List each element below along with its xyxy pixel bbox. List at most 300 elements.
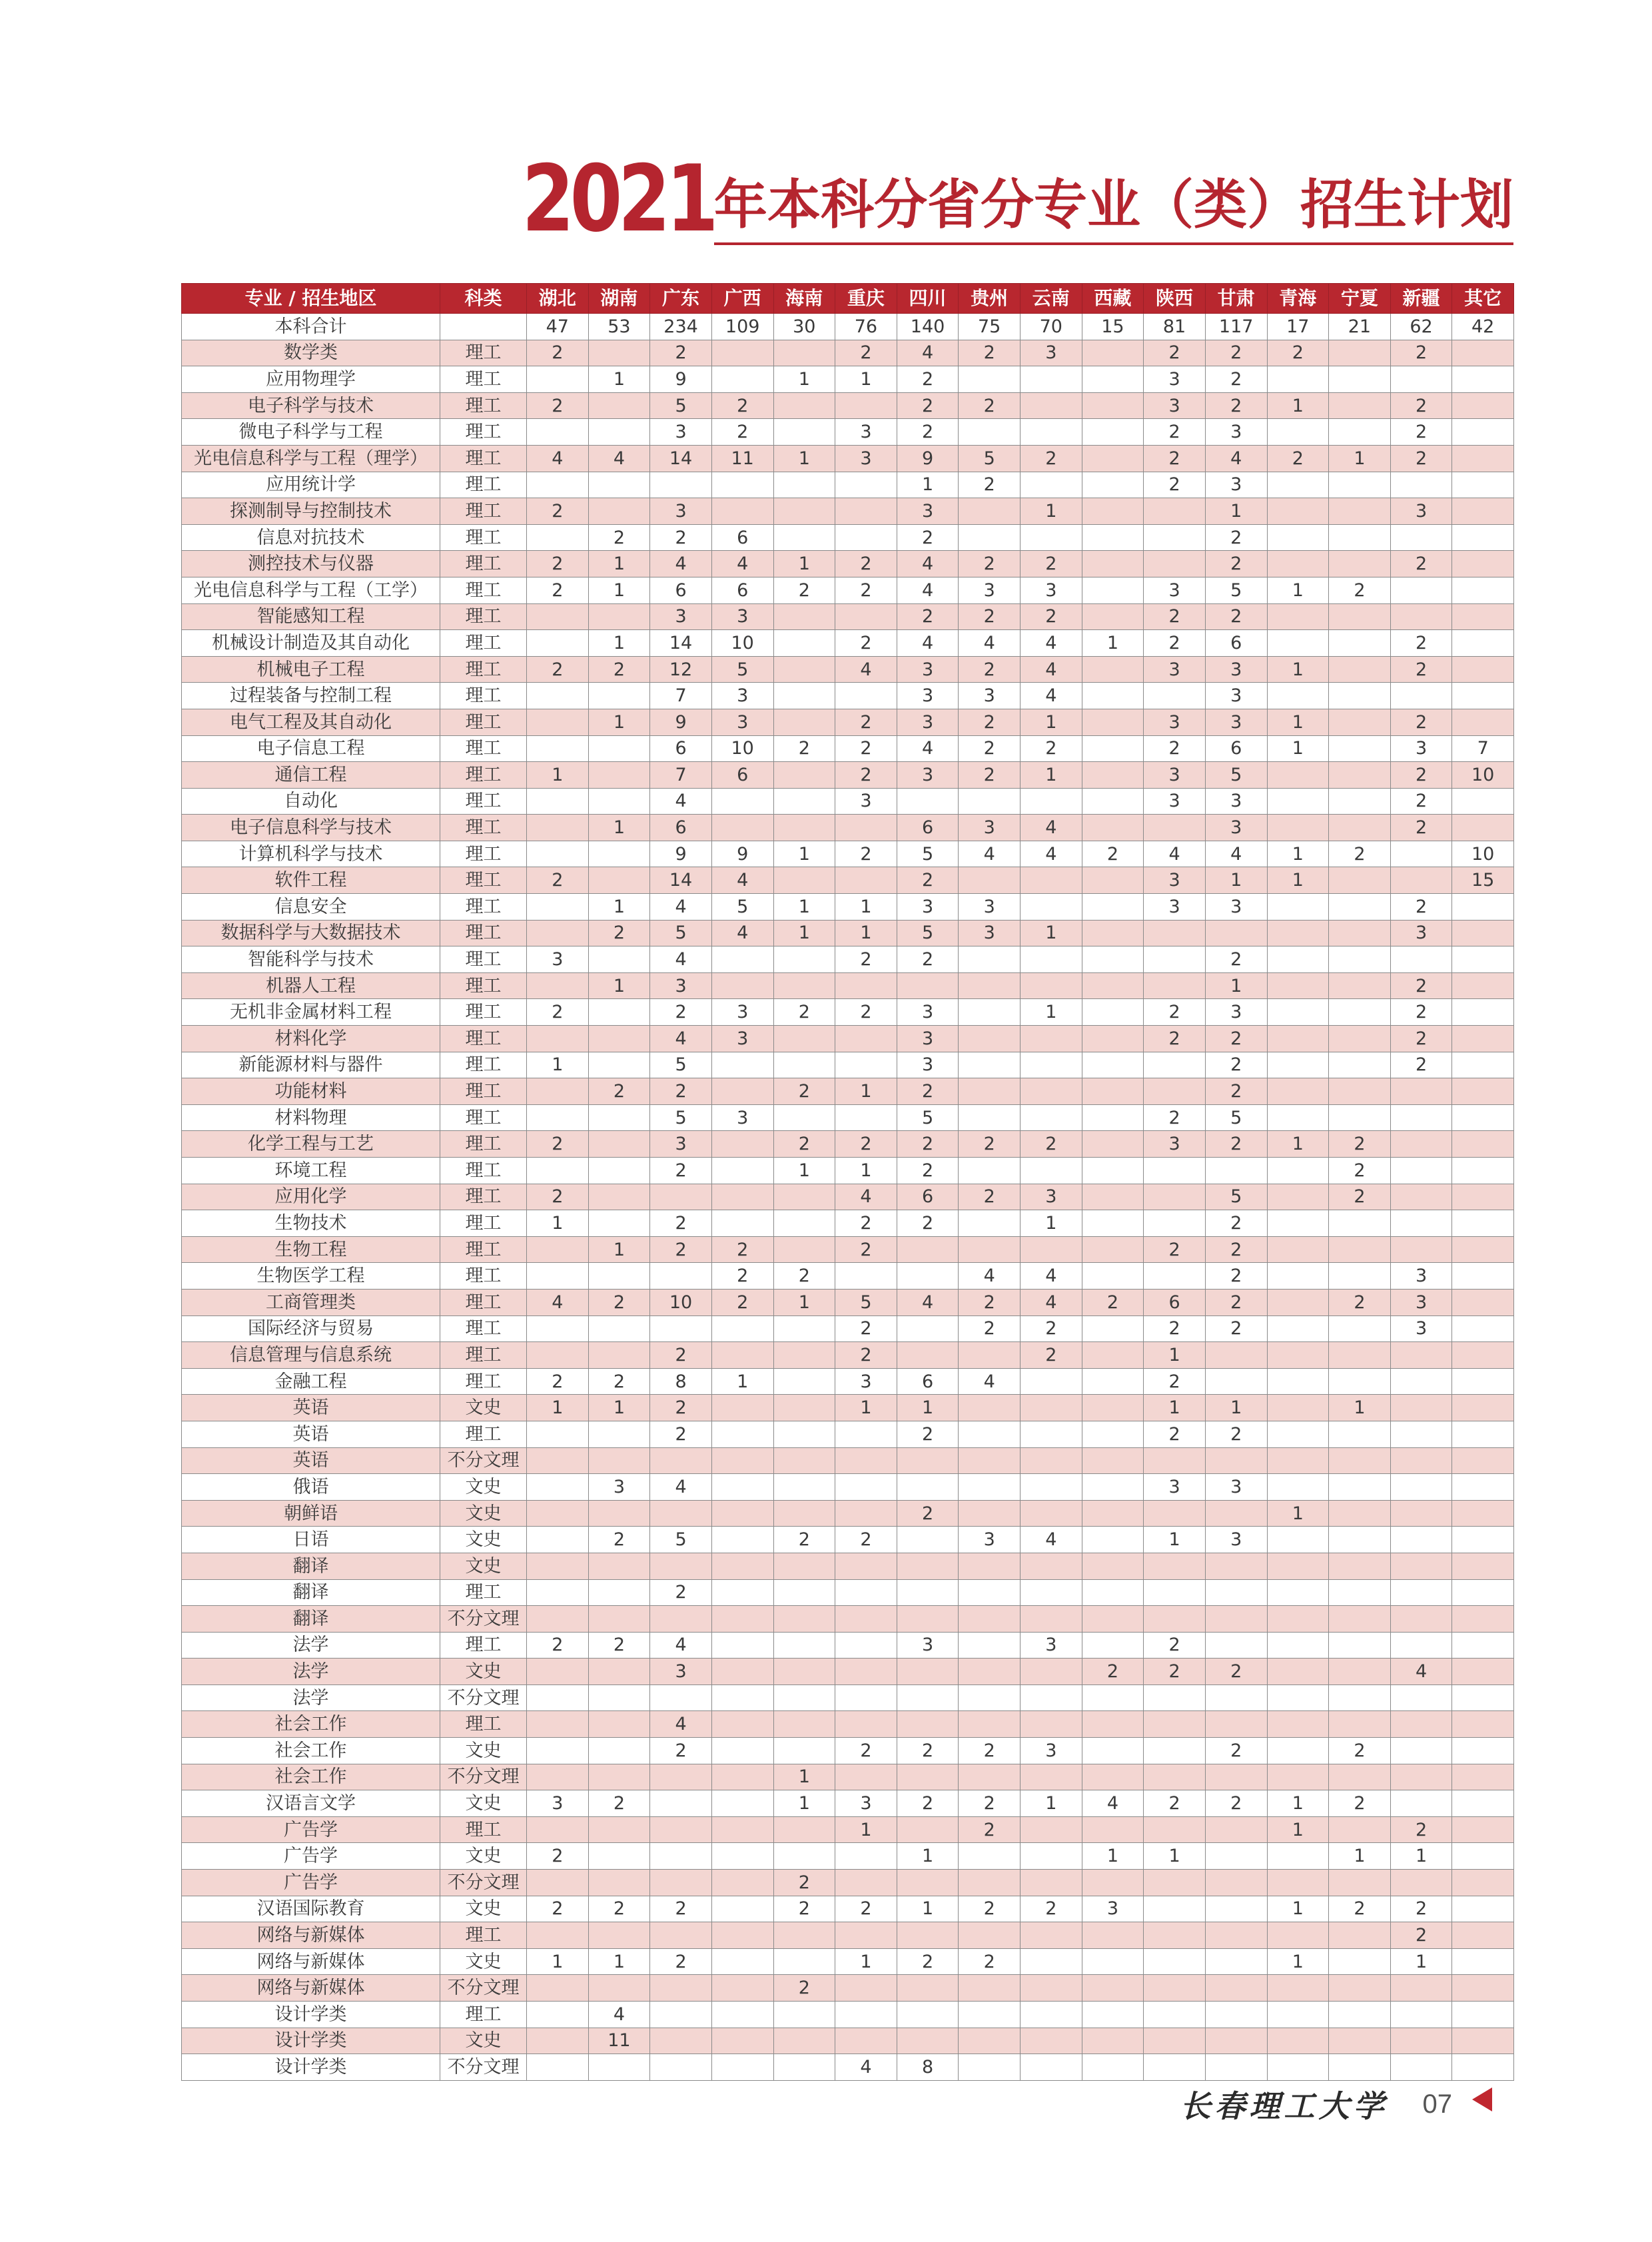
quota-cell: 6	[897, 815, 959, 841]
quota-cell: 2	[527, 498, 589, 525]
quota-cell	[773, 1738, 835, 1764]
quota-cell	[773, 1948, 835, 1975]
quota-cell	[1144, 1500, 1206, 1527]
header-category: 科类	[440, 284, 527, 314]
major-name-cell: 材料物理	[182, 1104, 440, 1131]
quota-cell	[1021, 1553, 1082, 1579]
quota-cell	[959, 1052, 1021, 1078]
quota-cell: 2	[959, 735, 1021, 762]
quota-cell	[897, 1606, 959, 1633]
quota-cell: 1	[1205, 972, 1267, 999]
quota-cell: 2	[1390, 1052, 1452, 1078]
quota-cell: 2	[897, 366, 959, 393]
category-cell: 理工	[440, 1236, 527, 1263]
category-cell: 理工	[440, 472, 527, 498]
quota-cell	[1267, 2028, 1329, 2054]
quota-cell	[1329, 1711, 1391, 1738]
category-cell: 理工	[440, 445, 527, 472]
quota-cell: 3	[1205, 815, 1267, 841]
quota-cell: 1	[773, 920, 835, 946]
quota-cell	[1390, 2002, 1452, 2028]
quota-cell: 1	[1021, 498, 1082, 525]
quota-cell: 2	[959, 1131, 1021, 1158]
major-name-cell: 探测制导与控制技术	[182, 498, 440, 525]
quota-cell: 2	[1144, 1236, 1206, 1263]
quota-cell: 1	[1329, 445, 1391, 472]
quota-cell: 2	[835, 551, 897, 577]
quota-cell: 4	[1082, 1790, 1144, 1817]
quota-cell	[1144, 524, 1206, 551]
quota-cell: 1	[1267, 577, 1329, 603]
quota-cell: 6	[650, 735, 712, 762]
quota-cell	[588, 1184, 650, 1210]
quota-cell	[1267, 1184, 1329, 1210]
quota-cell	[711, 1764, 773, 1790]
quota-cell	[527, 1870, 589, 1896]
quota-cell: 2	[1205, 1421, 1267, 1447]
quota-cell	[773, 788, 835, 815]
quota-cell	[1329, 1474, 1391, 1501]
quota-cell: 2	[1021, 1896, 1082, 1922]
quota-cell: 2	[1144, 1315, 1206, 1342]
quota-cell	[527, 1553, 589, 1579]
quota-cell	[527, 894, 589, 921]
quota-cell	[1267, 1026, 1329, 1052]
quota-cell	[1144, 815, 1206, 841]
quota-cell: 1	[588, 630, 650, 657]
quota-cell: 2	[1329, 577, 1391, 603]
quota-cell	[1452, 2054, 1514, 2081]
quota-cell	[1329, 1553, 1391, 1579]
quota-cell	[1144, 683, 1206, 709]
quota-cell	[1329, 735, 1391, 762]
quota-cell	[1267, 1342, 1329, 1369]
major-name-cell: 朝鲜语	[182, 1500, 440, 1527]
quota-cell	[1082, 815, 1144, 841]
quota-cell	[1267, 1368, 1329, 1395]
quota-cell	[527, 472, 589, 498]
major-name-cell: 生物技术	[182, 1210, 440, 1237]
table-row	[182, 1684, 1514, 1711]
quota-cell: 1	[1267, 735, 1329, 762]
quota-cell: 2	[1390, 1922, 1452, 1949]
quota-cell	[1329, 2054, 1391, 2081]
quota-cell	[711, 366, 773, 393]
quota-cell	[1267, 972, 1329, 999]
table-row	[182, 1870, 1514, 1896]
quota-cell: 2	[650, 340, 712, 366]
quota-cell	[1082, 498, 1144, 525]
quota-cell	[959, 1579, 1021, 1606]
table-row	[182, 577, 1514, 603]
category-cell: 不分文理	[440, 1870, 527, 1896]
table-row	[182, 1368, 1514, 1395]
quota-cell: 2	[527, 1843, 589, 1870]
university-name: 长春理工大学	[1180, 2088, 1388, 2124]
quota-cell: 2	[527, 340, 589, 366]
quota-cell	[650, 1315, 712, 1342]
table-row	[182, 920, 1514, 946]
quota-cell: 1	[835, 366, 897, 393]
quota-cell	[1144, 551, 1206, 577]
quota-cell	[1082, 1184, 1144, 1210]
quota-cell	[1390, 1870, 1452, 1896]
quota-cell: 1	[1205, 867, 1267, 894]
major-name-cell: 应用化学	[182, 1184, 440, 1210]
quota-cell: 1	[588, 894, 650, 921]
category-cell: 理工	[440, 1579, 527, 1606]
major-name-cell: 光电信息科学与工程（理学）	[182, 445, 440, 472]
category-cell: 文史	[440, 1659, 527, 1685]
quota-cell: 2	[1329, 1131, 1391, 1158]
quota-cell	[1329, 340, 1391, 366]
category-cell: 理工	[440, 999, 527, 1026]
quota-cell	[1452, 946, 1514, 973]
quota-cell: 3	[650, 498, 712, 525]
quota-cell: 2	[959, 1184, 1021, 1210]
quota-cell: 2	[835, 709, 897, 735]
quota-cell	[588, 762, 650, 789]
table-row	[182, 815, 1514, 841]
quota-cell	[1452, 472, 1514, 498]
quota-cell	[588, 1738, 650, 1764]
quota-cell	[1205, 1948, 1267, 1975]
quota-cell	[711, 1184, 773, 1210]
quota-cell	[1021, 1078, 1082, 1105]
quota-cell	[773, 1447, 835, 1474]
quota-cell	[1452, 419, 1514, 446]
quota-cell	[773, 1632, 835, 1659]
quota-cell: 2	[1144, 1659, 1206, 1685]
quota-cell	[711, 1922, 773, 1949]
quota-cell: 4	[650, 1632, 712, 1659]
quota-cell: 3	[1082, 1896, 1144, 1922]
quota-cell: 3	[650, 1131, 712, 1158]
quota-cell	[773, 1368, 835, 1395]
quota-cell	[1144, 2002, 1206, 2028]
header-province: 广东	[650, 284, 712, 314]
quota-cell: 4	[650, 946, 712, 973]
table-row	[182, 656, 1514, 683]
quota-cell: 2	[588, 920, 650, 946]
quota-cell	[1144, 1553, 1206, 1579]
quota-cell	[897, 1447, 959, 1474]
quota-cell	[1329, 1684, 1391, 1711]
major-name-cell: 汉语言文学	[182, 1790, 440, 1817]
quota-cell	[773, 867, 835, 894]
quota-cell: 1	[897, 1395, 959, 1421]
quota-cell: 3	[711, 683, 773, 709]
quota-cell	[650, 1843, 712, 1870]
quota-cell	[1082, 735, 1144, 762]
quota-cell	[1452, 1368, 1514, 1395]
quota-cell	[1390, 1500, 1452, 1527]
quota-cell: 3	[1144, 709, 1206, 735]
enrollment-plan-table	[181, 283, 1514, 2081]
quota-cell: 3	[897, 762, 959, 789]
quota-cell: 6	[897, 1368, 959, 1395]
quota-cell	[650, 1500, 712, 1527]
quota-cell	[588, 1500, 650, 1527]
quota-cell: 2	[1205, 1738, 1267, 1764]
quota-cell	[1329, 946, 1391, 973]
quota-cell	[835, 1500, 897, 1527]
quota-cell: 4	[650, 1711, 712, 1738]
quota-cell: 6	[650, 577, 712, 603]
quota-cell	[1082, 1263, 1144, 1290]
category-cell: 理工	[440, 841, 527, 867]
category-cell: 理工	[440, 972, 527, 999]
quota-cell: 2	[650, 999, 712, 1026]
quota-cell	[835, 815, 897, 841]
header-province: 宁夏	[1329, 284, 1391, 314]
quota-cell: 2	[959, 392, 1021, 419]
quota-cell	[773, 1816, 835, 1843]
quota-cell: 2	[1144, 630, 1206, 657]
quota-cell	[1267, 419, 1329, 446]
quota-cell	[897, 1684, 959, 1711]
quota-cell	[1082, 366, 1144, 393]
quota-cell	[773, 1026, 835, 1052]
quota-cell	[711, 1421, 773, 1447]
quota-cell	[1082, 2054, 1144, 2081]
quota-cell: 4	[959, 630, 1021, 657]
quota-cell	[773, 1922, 835, 1949]
title-text: 年本科分省分专业（类）招生计划	[714, 179, 1513, 245]
quota-cell: 2	[1144, 445, 1206, 472]
quota-cell: 2	[897, 1158, 959, 1184]
quota-cell: 2	[650, 524, 712, 551]
category-cell: 文史	[440, 1395, 527, 1421]
quota-cell	[897, 1922, 959, 1949]
table-row	[182, 1158, 1514, 1184]
quota-cell	[1205, 1500, 1267, 1527]
quota-cell	[1144, 920, 1206, 946]
quota-cell	[711, 1447, 773, 1474]
quota-cell: 2	[959, 656, 1021, 683]
major-name-cell: 信息安全	[182, 894, 440, 921]
major-name-cell: 广告学	[182, 1816, 440, 1843]
quota-cell: 1	[835, 1948, 897, 1975]
quota-cell: 2	[527, 999, 589, 1026]
quota-cell	[1021, 1764, 1082, 1790]
table-row	[182, 1210, 1514, 1237]
quota-cell	[1205, 1975, 1267, 2002]
quota-cell: 1	[588, 551, 650, 577]
quota-cell: 2	[527, 867, 589, 894]
quota-cell	[527, 1527, 589, 1553]
quota-cell	[1205, 1684, 1267, 1711]
major-name-cell: 金融工程	[182, 1368, 440, 1395]
quota-cell: 3	[835, 1368, 897, 1395]
quota-cell	[1329, 1026, 1391, 1052]
quota-cell	[527, 1922, 589, 1949]
quota-cell	[835, 1104, 897, 1131]
quota-cell: 2	[1205, 340, 1267, 366]
quota-cell: 1	[588, 815, 650, 841]
quota-cell	[773, 1843, 835, 1870]
quota-cell: 5	[835, 1289, 897, 1315]
quota-cell: 2	[897, 419, 959, 446]
quota-cell	[897, 1236, 959, 1263]
major-name-cell: 计算机科学与技术	[182, 841, 440, 867]
quota-cell	[1021, 1870, 1082, 1896]
quota-cell	[588, 1263, 650, 1290]
quota-cell: 76	[835, 314, 897, 340]
quota-cell: 14	[650, 630, 712, 657]
quota-cell: 4	[711, 867, 773, 894]
table-row	[182, 1764, 1514, 1790]
major-name-cell: 法学	[182, 1684, 440, 1711]
quota-cell: 10	[650, 1289, 712, 1315]
quota-cell: 4	[1021, 1527, 1082, 1553]
quota-cell: 5	[650, 392, 712, 419]
quota-cell	[1267, 2054, 1329, 2081]
quota-cell: 2	[773, 1527, 835, 1553]
quota-cell: 3	[1144, 656, 1206, 683]
quota-cell	[588, 1104, 650, 1131]
quota-cell	[897, 1579, 959, 1606]
quota-cell: 2	[588, 1527, 650, 1553]
quota-cell: 4	[1390, 1659, 1452, 1685]
quota-cell: 2	[1021, 603, 1082, 630]
quota-cell	[1205, 1632, 1267, 1659]
quota-cell	[835, 1263, 897, 1290]
quota-cell	[773, 1659, 835, 1685]
quota-cell	[1205, 2028, 1267, 2054]
quota-cell	[1021, 1104, 1082, 1131]
quota-cell: 1	[1390, 1843, 1452, 1870]
quota-cell	[1329, 920, 1391, 946]
quota-cell	[835, 603, 897, 630]
quota-cell: 2	[650, 1579, 712, 1606]
quota-cell: 2	[588, 1289, 650, 1315]
quota-cell	[835, 1975, 897, 2002]
quota-cell	[711, 1474, 773, 1501]
quota-cell	[1021, 1158, 1082, 1184]
quota-cell: 1	[1082, 630, 1144, 657]
category-cell: 理工	[440, 577, 527, 603]
quota-cell	[1205, 1579, 1267, 1606]
quota-cell	[959, 2028, 1021, 2054]
quota-cell	[588, 419, 650, 446]
quota-cell	[527, 972, 589, 999]
quota-cell	[1329, 603, 1391, 630]
quota-cell: 3	[711, 603, 773, 630]
table-row	[182, 1104, 1514, 1131]
quota-cell	[650, 1975, 712, 2002]
table-row	[182, 445, 1514, 472]
quota-cell	[1452, 1447, 1514, 1474]
quota-cell: 2	[1205, 1078, 1267, 1105]
category-cell: 理工	[440, 1632, 527, 1659]
quota-cell: 70	[1021, 314, 1082, 340]
quota-cell: 1	[527, 1052, 589, 1078]
quota-cell	[1267, 1263, 1329, 1290]
category-cell: 文史	[440, 1896, 527, 1922]
quota-cell	[1267, 1447, 1329, 1474]
table-row	[182, 683, 1514, 709]
table-row	[182, 1447, 1514, 1474]
quota-cell: 4	[835, 2054, 897, 2081]
quota-cell: 5	[711, 656, 773, 683]
quota-cell	[1021, 2002, 1082, 2028]
quota-cell: 1	[588, 972, 650, 999]
category-cell: 理工	[440, 1421, 527, 1447]
quota-cell: 2	[1390, 630, 1452, 657]
quota-cell	[1452, 1659, 1514, 1685]
category-cell: 不分文理	[440, 1606, 527, 1633]
quota-cell	[1267, 1738, 1329, 1764]
table-row	[182, 1184, 1514, 1210]
quota-cell	[527, 1421, 589, 1447]
quota-cell: 3	[711, 1104, 773, 1131]
quota-cell	[1452, 1395, 1514, 1421]
quota-cell	[1267, 1052, 1329, 1078]
quota-cell: 4	[897, 340, 959, 366]
quota-cell	[1082, 709, 1144, 735]
quota-cell: 5	[959, 445, 1021, 472]
quota-cell	[1144, 1579, 1206, 1606]
quota-cell	[527, 524, 589, 551]
quota-cell	[1329, 551, 1391, 577]
major-name-cell: 国际经济与贸易	[182, 1315, 440, 1342]
quota-cell	[835, 1052, 897, 1078]
quota-cell: 2	[897, 1790, 959, 1817]
quota-cell: 2	[959, 1790, 1021, 1817]
quota-cell	[959, 1421, 1021, 1447]
quota-cell	[1267, 1236, 1329, 1263]
quota-cell	[711, 1896, 773, 1922]
quota-cell: 2	[527, 1896, 589, 1922]
quota-cell	[835, 1922, 897, 1949]
quota-cell: 3	[1205, 709, 1267, 735]
table-row	[182, 1342, 1514, 1369]
quota-cell: 3	[588, 1474, 650, 1501]
category-cell: 理工	[440, 1184, 527, 1210]
quota-cell	[835, 1553, 897, 1579]
quota-cell	[1205, 1870, 1267, 1896]
table-row	[182, 1078, 1514, 1105]
quota-cell: 14	[650, 445, 712, 472]
major-name-cell: 通信工程	[182, 762, 440, 789]
quota-cell: 234	[650, 314, 712, 340]
quota-cell	[959, 972, 1021, 999]
table-row	[182, 524, 1514, 551]
quota-cell: 5	[897, 1104, 959, 1131]
category-cell: 不分文理	[440, 1447, 527, 1474]
quota-cell: 3	[1205, 656, 1267, 683]
quota-cell	[527, 366, 589, 393]
quota-cell: 2	[897, 1500, 959, 1527]
header-province: 其它	[1452, 284, 1514, 314]
quota-cell	[1452, 1210, 1514, 1237]
quota-cell: 7	[650, 762, 712, 789]
quota-cell	[1329, 972, 1391, 999]
quota-cell	[1390, 366, 1452, 393]
table-row	[182, 999, 1514, 1026]
quota-cell	[835, 1870, 897, 1896]
category-cell: 理工	[440, 1263, 527, 1290]
quota-cell: 4	[897, 1289, 959, 1315]
quota-cell	[1144, 1210, 1206, 1237]
quota-cell: 2	[650, 1158, 712, 1184]
quota-cell	[1452, 1158, 1514, 1184]
quota-cell	[959, 1870, 1021, 1896]
major-name-cell: 电子信息工程	[182, 735, 440, 762]
quota-cell	[650, 1922, 712, 1949]
quota-cell	[711, 788, 773, 815]
